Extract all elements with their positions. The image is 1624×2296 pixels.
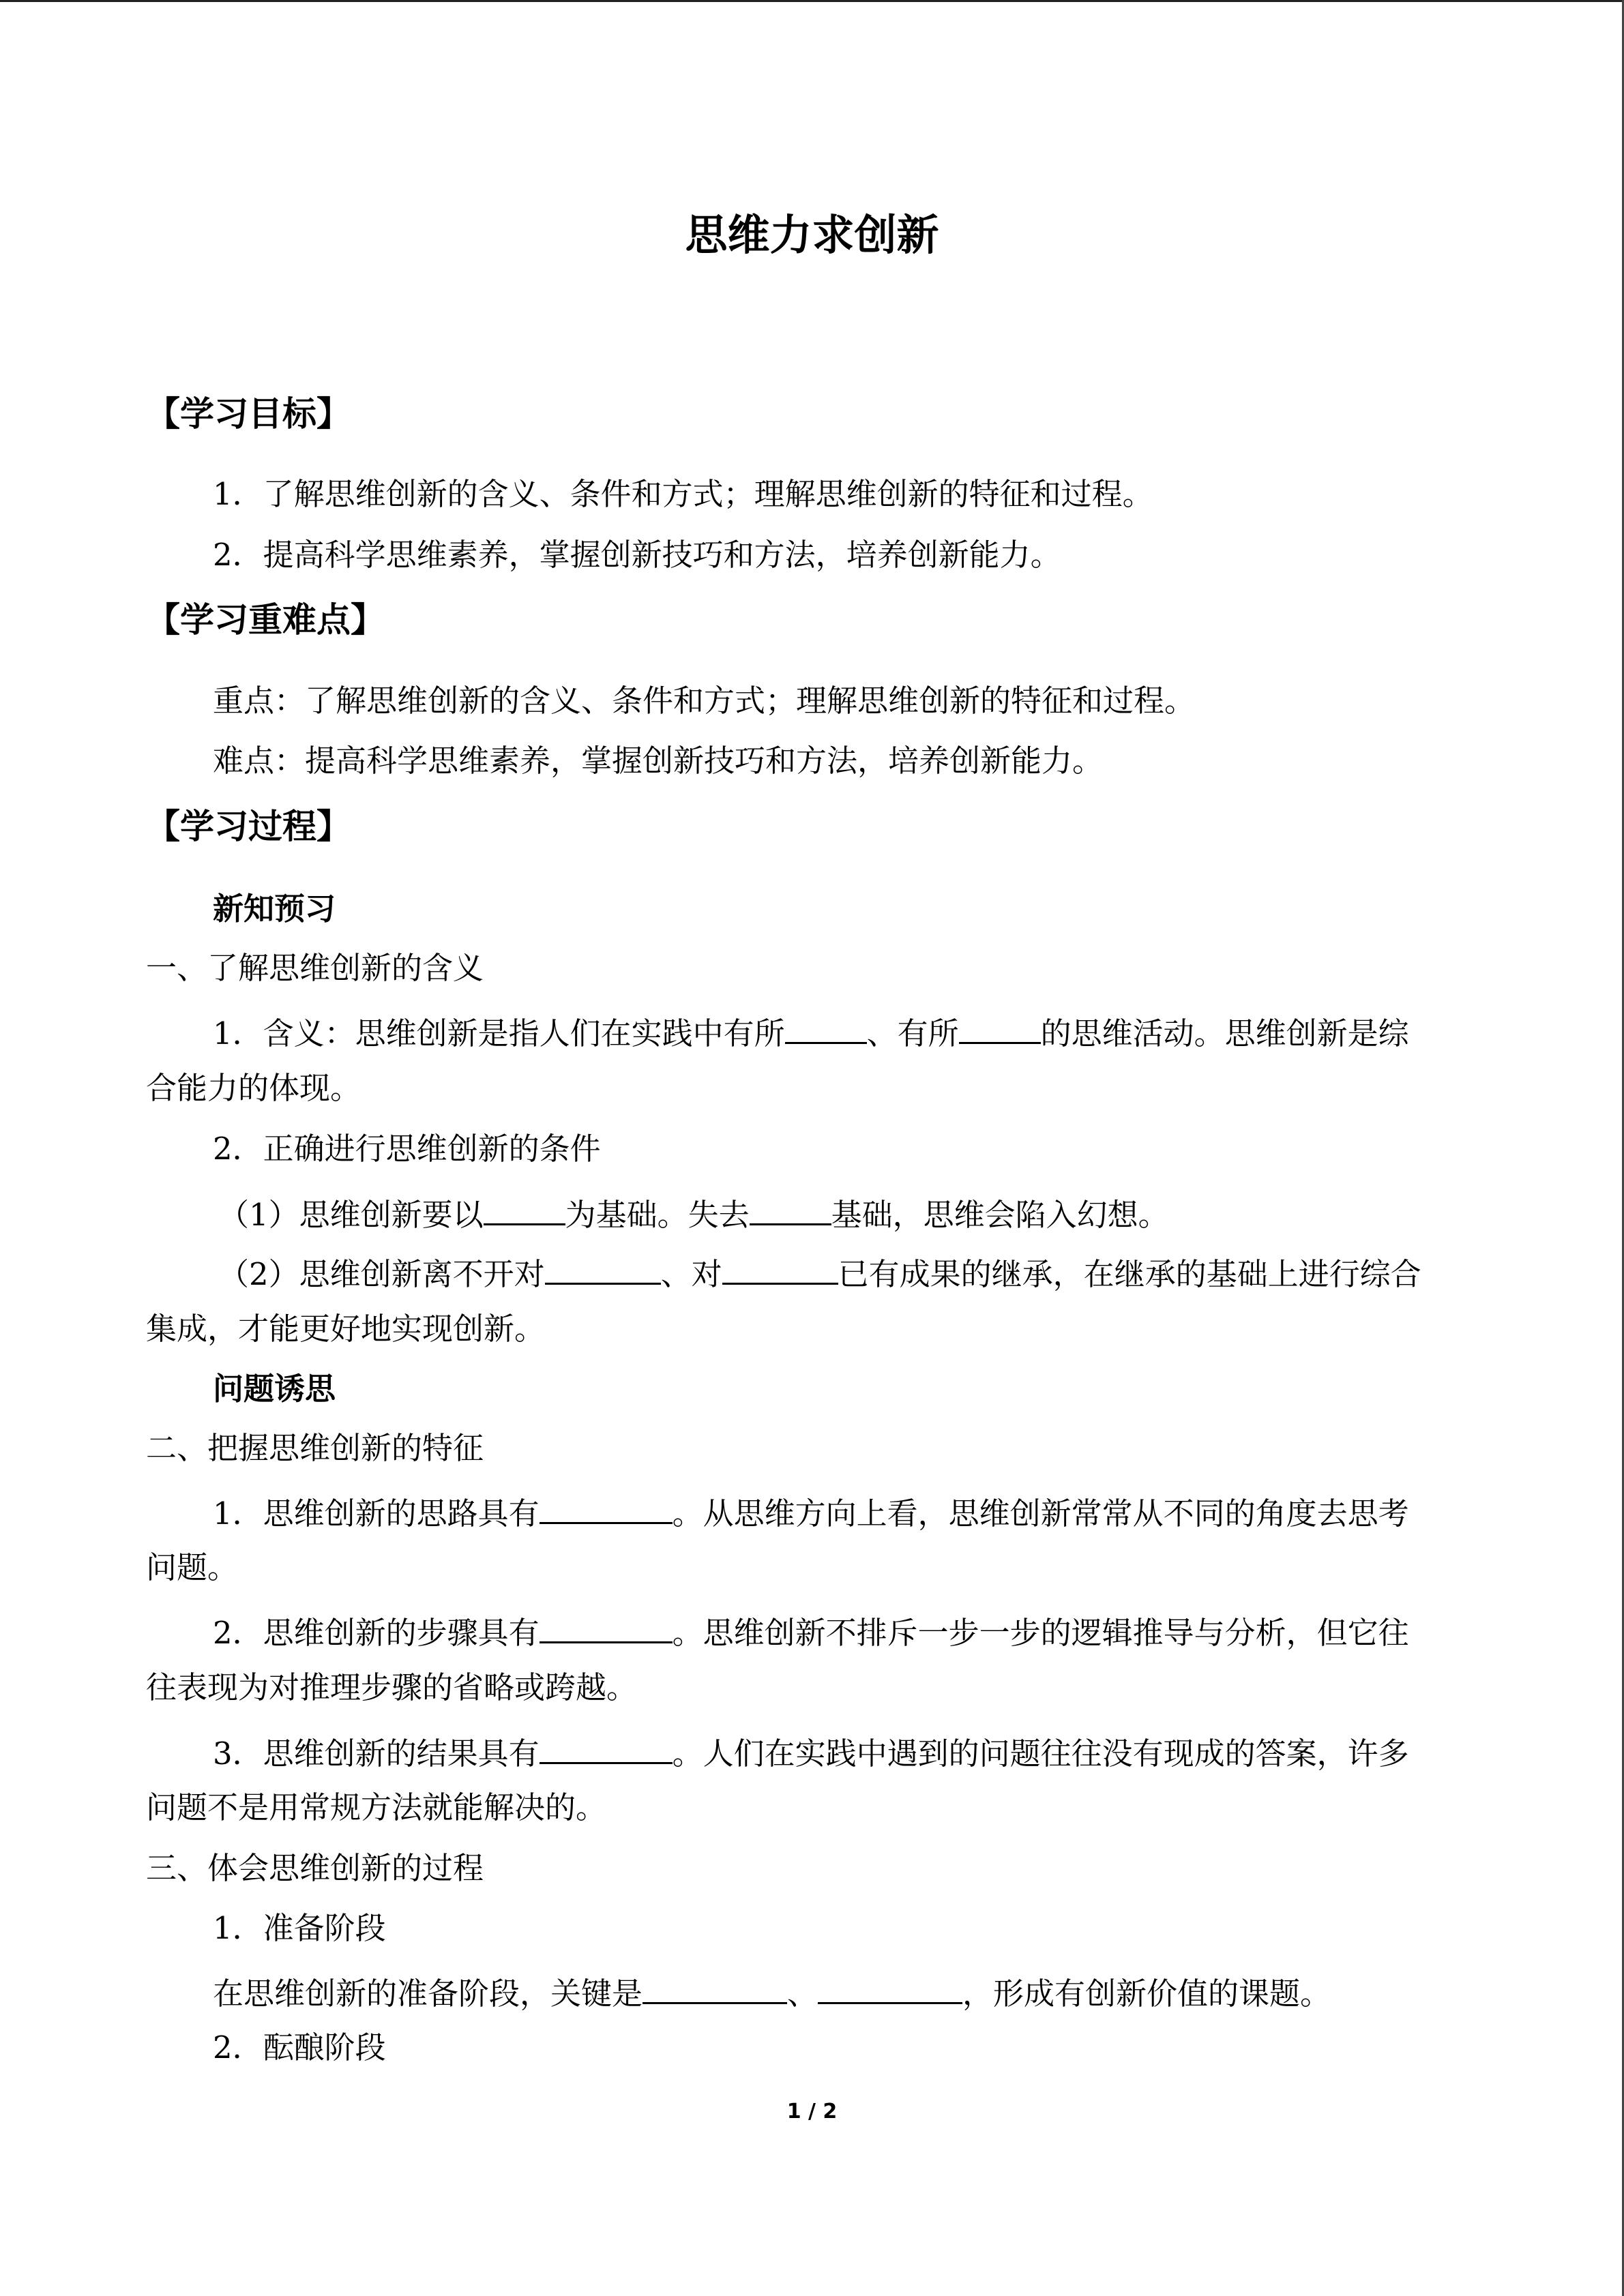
fill-blank[interactable] — [785, 1013, 867, 1044]
preview-label: 新知预习 — [213, 891, 336, 927]
feature-1-cont: 问题。 — [146, 1549, 239, 1585]
feature-text: 3．思维创新的结果具有 — [213, 1735, 540, 1772]
process-heading: 【学习过程】 — [146, 807, 351, 846]
page-title: 思维力求创新 — [685, 210, 939, 260]
stage-2: 2．酝酿阶段 — [213, 2029, 386, 2066]
fill-blank[interactable] — [959, 1013, 1041, 1044]
fill-blank[interactable] — [643, 1973, 787, 2004]
condition-2 — [218, 1253, 1421, 1292]
stage-1: 1．准备阶段 — [213, 1910, 386, 1946]
goal-item: 2．提高科学思维素养，掌握创新技巧和方法，培养创新能力。 — [213, 537, 1061, 573]
feature-text: 。从思维方向上看，思维创新常常从不同的角度去思考 — [672, 1495, 1409, 1532]
feature-3 — [213, 1733, 1409, 1772]
key-heading: 【学习重难点】 — [146, 600, 385, 640]
fill-blank[interactable] — [750, 1194, 831, 1225]
top-border — [0, 0, 1624, 2]
condition-text: 已有成果的继承，在继承的基础上进行综合 — [838, 1255, 1421, 1292]
feature-text: 。人们在实践中遇到的问题往往没有现成的答案，许多 — [672, 1735, 1409, 1772]
meaning-text: 的思维活动。思维创新是综 — [1040, 1015, 1409, 1052]
feature-1 — [213, 1493, 1409, 1532]
key-point: 重点：了解思维创新的含义、条件和方式；理解思维创新的特征和过程。 — [213, 683, 1196, 719]
meaning-line — [213, 1013, 1409, 1052]
condition-cont: 集成，才能更好地实现创新。 — [146, 1311, 546, 1347]
feature-text: 。思维创新不排斥一步一步的逻辑推导与分析，但它往 — [672, 1614, 1409, 1651]
fill-blank[interactable] — [540, 1493, 673, 1524]
part3-title: 三、体会思维创新的过程 — [146, 1850, 484, 1886]
feature-2 — [213, 1612, 1409, 1651]
condition-1 — [218, 1194, 1169, 1233]
stage-text: 、 — [787, 1975, 818, 2012]
condition-text: （2）思维创新离不开对 — [218, 1255, 545, 1292]
condition-text: 为基础。失去 — [565, 1196, 750, 1233]
stage-text: 在思维创新的准备阶段，关键是 — [213, 1975, 643, 2012]
inquiry-label: 问题诱思 — [213, 1371, 336, 1407]
part2-title: 二、把握思维创新的特征 — [146, 1430, 484, 1466]
fill-blank[interactable] — [540, 1612, 673, 1643]
meaning-text: 、有所 — [866, 1015, 959, 1052]
stage-text: ，形成有创新价值的课题。 — [962, 1975, 1331, 2012]
feature-text: 1．思维创新的思路具有 — [213, 1495, 540, 1532]
meaning-text: 1．含义：思维创新是指人们在实践中有所 — [213, 1015, 785, 1052]
condition-title: 2．正确进行思维创新的条件 — [213, 1131, 601, 1167]
fill-blank[interactable] — [484, 1194, 565, 1225]
condition-text: 基础，思维会陷入幻想。 — [831, 1196, 1169, 1233]
meaning-cont: 合能力的体现。 — [146, 1070, 361, 1106]
part1-title: 一、了解思维创新的含义 — [146, 950, 484, 986]
condition-text: 、对 — [660, 1255, 722, 1292]
feature-text: 2．思维创新的步骤具有 — [213, 1614, 540, 1651]
fill-blank[interactable] — [545, 1253, 661, 1285]
feature-2-cont: 往表现为对推理步骤的省略或跨越。 — [146, 1669, 638, 1705]
fill-blank[interactable] — [540, 1733, 673, 1764]
feature-3-cont: 问题不是用常规方法就能解决的。 — [146, 1789, 607, 1825]
goal-item: 1．了解思维创新的含义、条件和方式；理解思维创新的特征和过程。 — [213, 476, 1153, 512]
fill-blank[interactable] — [722, 1253, 838, 1285]
stage-1-desc — [213, 1973, 1331, 2012]
fill-blank[interactable] — [818, 1973, 962, 2004]
goals-heading: 【学习目标】 — [146, 394, 351, 434]
page-number: 1 / 2 — [786, 2100, 838, 2123]
condition-text: （1）思维创新要以 — [218, 1196, 484, 1233]
difficult-point: 难点：提高科学思维素养，掌握创新技巧和方法，培养创新能力。 — [213, 743, 1104, 779]
